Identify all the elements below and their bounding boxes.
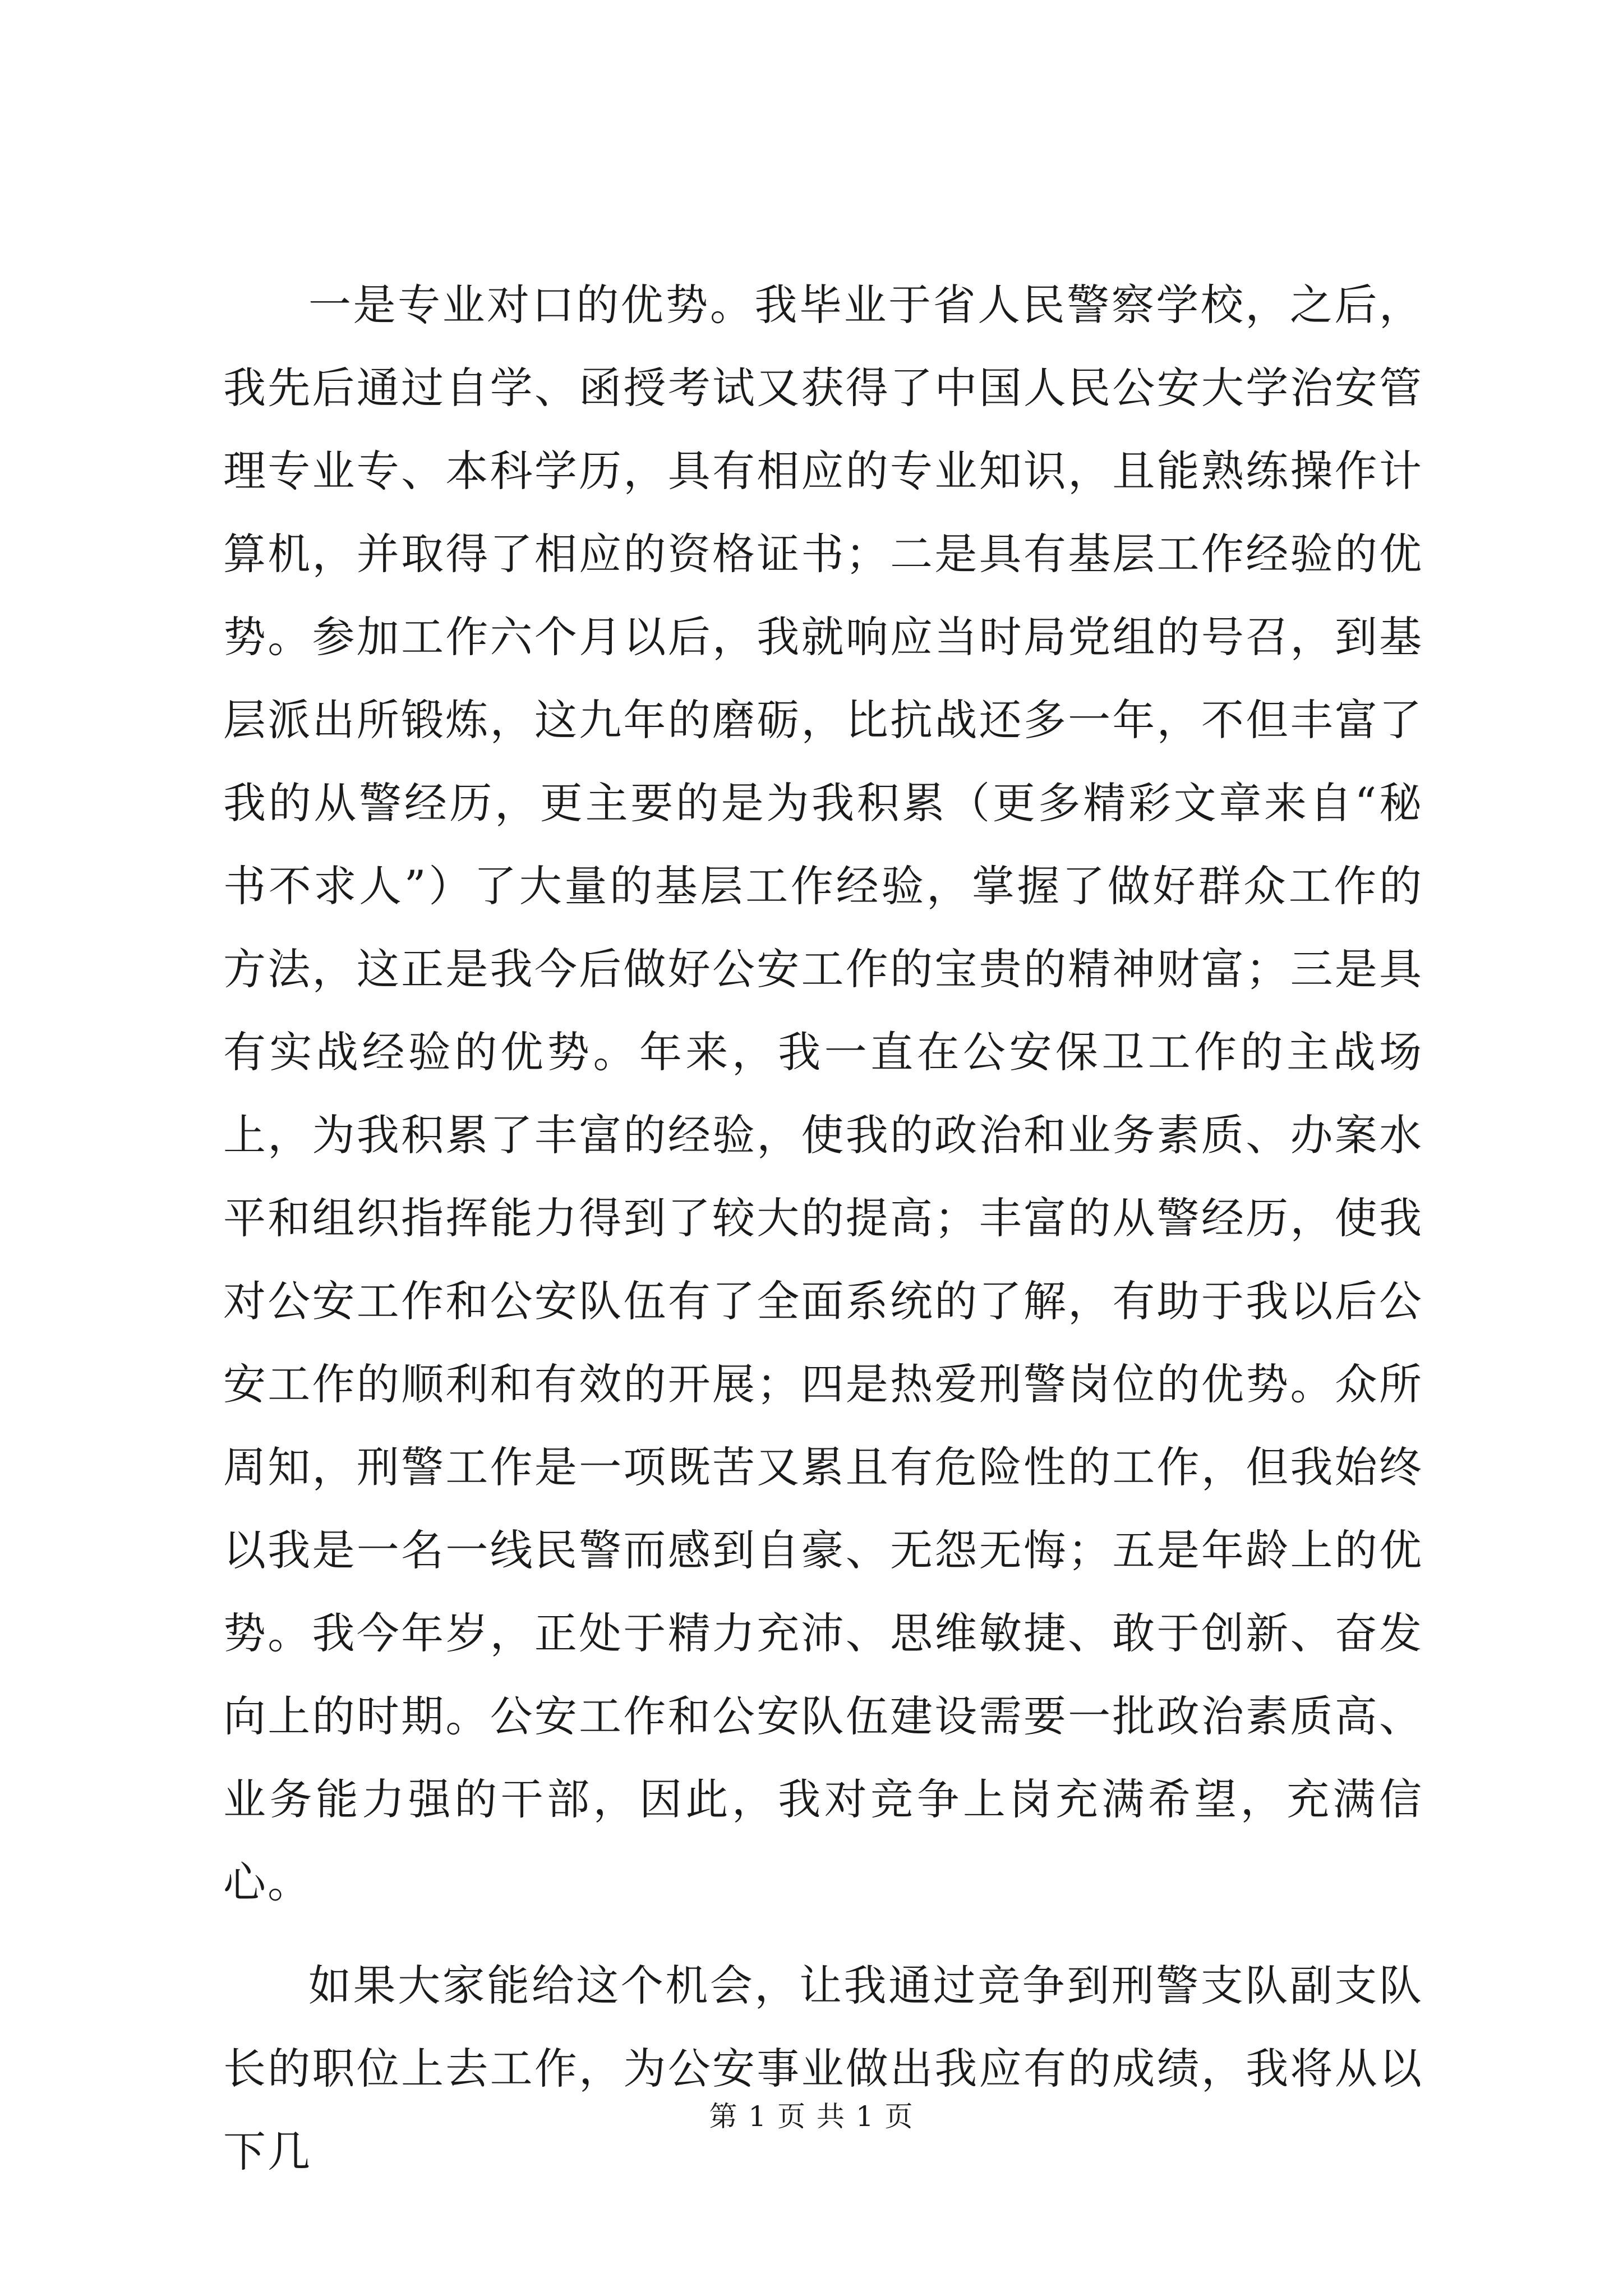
paragraph-2: 如果大家能给这个机会，让我通过竞争到刑警支队副支队长的职位上去工作，为公安事业做出我应有的成绩，我将从以下几 xyxy=(223,1961,1423,2177)
page-number-label: 第 1 页 共 1 页 xyxy=(709,2100,914,2133)
page-footer xyxy=(0,2097,1623,2136)
paragraph-1: 一是专业对口的优势。我毕业于省人民警察学校，之后，我先后通过自学、函授考试又获得了中国人民公安大学治安管理专业专、本科学历，具有相应的专业知识，且能熟练操作计算机，并取得了相应的资格证书；二是具有基层工作经验的优势。参加工作六个月以后，我就响应当时局党组的号召，到基层派出所锻炼，这九年的磨砺，比抗战还多一年，不但丰富了我的从警经历，更主要的是为我积累（更多精彩文章来自“秘书不求人”）了大量的基层工作经验，掌握了做好群众工作的方法，这正是我今后做好公安工作的宝贵的精神财富；三是具有实战经验的优势。年来，我一直在公安保卫工作的主战场上，为我积累了丰富的经验，使我的政治和业务素质、办案水平和组织指挥能力得到了较大的提高；丰富的从警经历，使我对公安工作和公安队伍有了全面系统的了解，有助于我以后公安工作的顺利和有效的开展；四是热爱刑警岗位的优势。众所周知，刑警工作是一项既苦又累且有危险性的工作，但我始终以我是一名一线民警而感到自豪、无怨无悔；五是年龄上的优势。我今年岁，正处于精力充沛、思维敏捷、敢于创新、奋发向上的时期。公安工作和公安队伍建设需要一批政治素质高、业务能力强的干部，因此，我对竞争上岗充满希望，充满信心。 xyxy=(223,280,1423,1907)
document-body xyxy=(223,264,1423,2214)
